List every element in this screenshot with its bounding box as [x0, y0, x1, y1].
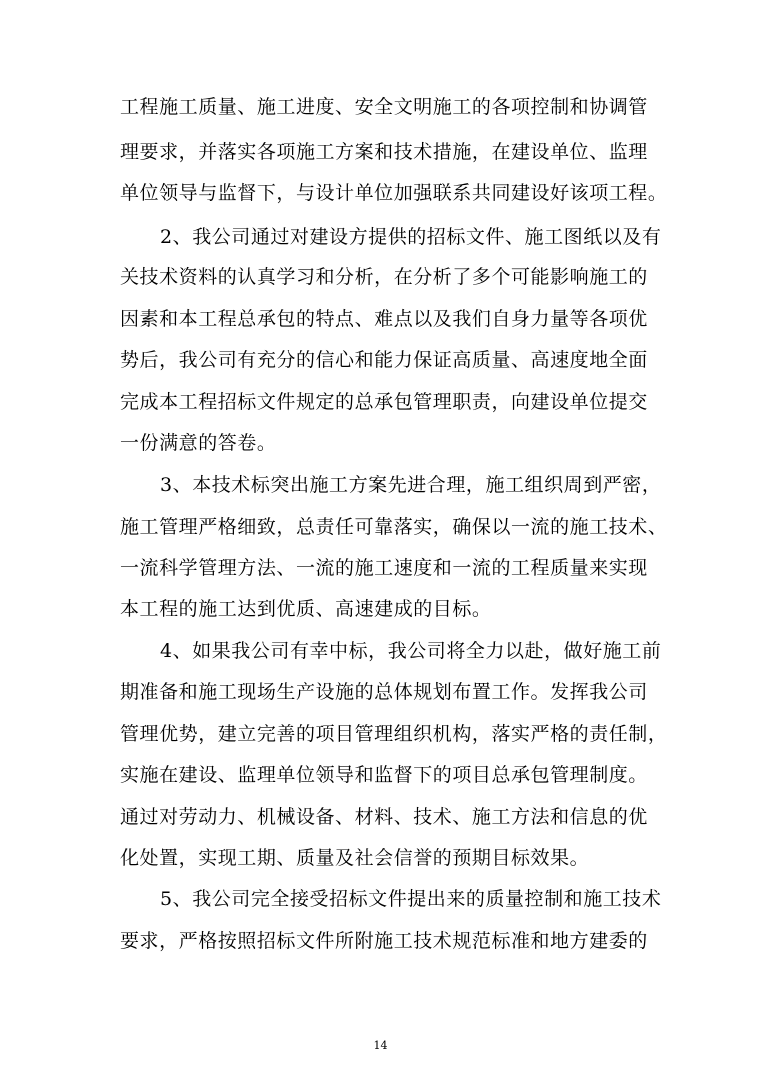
- paragraph-5-start: 5、我公司完全接受招标文件提出来的质量控制和施工技术: [160, 888, 662, 910]
- text-line: 势后，我公司有充分的信心和能力保证高质量、高速度地全面: [120, 349, 648, 371]
- text-line: 工程施工质量、施工进度、安全文明施工的各项控制和协调管: [120, 96, 648, 118]
- text-line: 要求，严格按照招标文件所附施工技术规范标准和地方建委的: [120, 930, 648, 952]
- text-line: 单位领导与监督下，与设计单位加强联系共同建设好该项工程。: [120, 182, 668, 204]
- text-line: 关技术资料的认真学习和分析，在分析了多个可能影响施工的: [120, 266, 648, 288]
- text-line: 实施在建设、监理单位领导和监督下的项目总承包管理制度。: [120, 764, 648, 786]
- text-line: 完成本工程招标文件规定的总承包管理职责，向建设单位提交: [120, 391, 648, 413]
- text-line: 因素和本工程总承包的特点、难点以及我们自身力量等各项优: [120, 308, 648, 330]
- text-line: 理要求，并落实各项施工方案和技术措施，在建设单位、监理: [120, 141, 648, 163]
- text-line: 期准备和施工现场生产设施的总体规划布置工作。发挥我公司: [120, 681, 648, 703]
- text-line: 管理优势，建立完善的项目管理组织机构，落实严格的责任制，: [120, 723, 668, 745]
- page-number: 14: [373, 1039, 388, 1052]
- text-line: 一流科学管理方法、一流的施工速度和一流的工程质量来实现: [120, 557, 648, 579]
- text-line: 本工程的施工达到优质、高速建成的目标。: [120, 598, 492, 620]
- paragraph-4-start: 4、如果我公司有幸中标，我公司将全力以赴，做好施工前: [160, 640, 662, 662]
- paragraph-2-start: 2、我公司通过对建设方提供的招标文件、施工图纸以及有: [160, 226, 662, 248]
- text-line: 化处置，实现工期、质量及社会信誉的预期目标效果。: [120, 847, 590, 869]
- text-line: 施工管理严格细致，总责任可靠落实，确保以一流的施工技术、: [120, 516, 668, 538]
- paragraph-3-start: 3、本技术标突出施工方案先进合理，施工组织周到严密，: [160, 474, 662, 496]
- text-line: 一份满意的答卷。: [120, 432, 277, 454]
- text-line: 通过对劳动力、机械设备、材料、技术、施工方法和信息的优: [120, 806, 648, 828]
